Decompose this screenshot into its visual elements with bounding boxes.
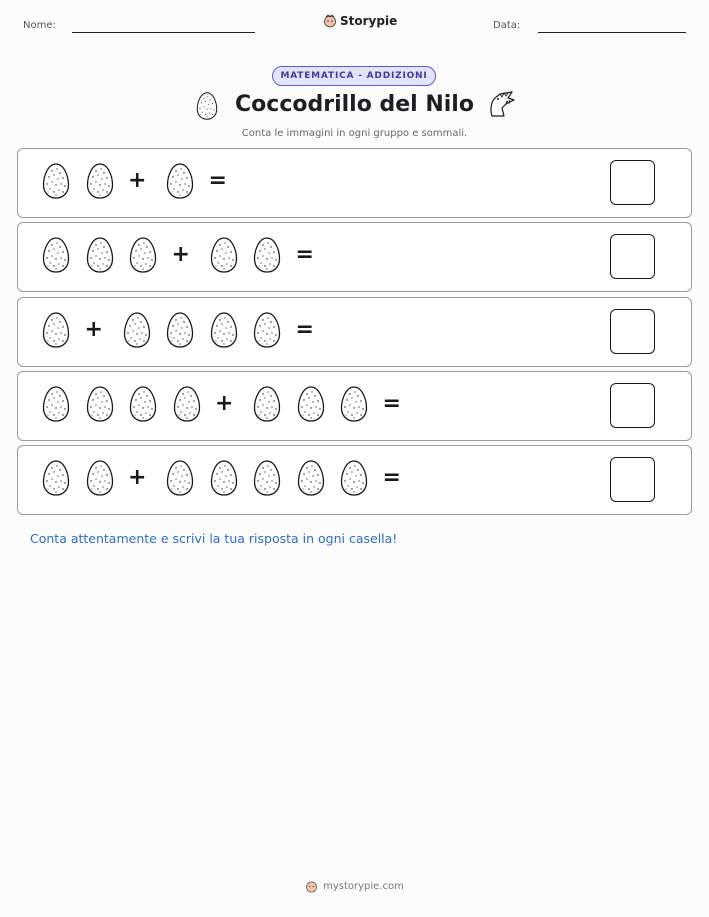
- problem-row: [17, 371, 692, 441]
- date-label: Data:: [493, 20, 521, 31]
- egg-icon: [129, 237, 157, 273]
- egg-icon: [340, 460, 368, 496]
- brand-name: Storypie: [340, 14, 398, 28]
- egg-icon: [42, 312, 70, 348]
- egg-icon: [340, 386, 368, 422]
- egg-icon: [253, 460, 281, 496]
- equals-sign: =: [208, 168, 227, 193]
- page-title: Coccodrillo del Nilo: [235, 92, 474, 117]
- plus-sign: +: [215, 390, 234, 416]
- egg-icon: [210, 237, 238, 273]
- footer: [0, 880, 709, 893]
- egg-icon: [166, 460, 194, 496]
- name-label: Nome:: [23, 20, 56, 31]
- answer-box[interactable]: [610, 234, 655, 279]
- mascot-icon: [305, 880, 318, 893]
- crocodile-icon: [488, 90, 516, 120]
- plus-sign: +: [128, 465, 147, 491]
- egg-icon: [86, 386, 114, 422]
- egg-icon: [210, 460, 238, 496]
- answer-box[interactable]: [610, 383, 655, 428]
- brand-logo: [323, 14, 397, 28]
- plus-sign: +: [171, 242, 190, 268]
- problem-row: [17, 297, 692, 367]
- equals-sign: =: [295, 242, 314, 268]
- date-field[interactable]: [538, 32, 686, 33]
- egg-icon: [166, 312, 194, 348]
- equals-sign: =: [295, 316, 314, 342]
- egg-icon: [86, 460, 114, 496]
- mascot-icon: [323, 14, 337, 28]
- equals-sign: =: [382, 465, 401, 491]
- name-field[interactable]: [72, 32, 255, 33]
- subject-badge: MATEMATICA - ADDIZIONI: [272, 66, 436, 86]
- egg-icon: [173, 386, 201, 422]
- egg-icon: [129, 386, 157, 422]
- egg-icon: [86, 237, 114, 273]
- answer-box[interactable]: [610, 160, 655, 205]
- egg-icon: [42, 460, 70, 496]
- hint-text: Conta attentamente e scrivi la tua risposta in ogni casella!: [30, 531, 398, 546]
- egg-icon: [123, 312, 151, 348]
- answer-box[interactable]: [610, 309, 655, 354]
- egg-icon: [42, 237, 70, 273]
- egg-icon: [297, 460, 325, 496]
- egg-icon: [253, 386, 281, 422]
- egg-icon: [166, 163, 194, 199]
- egg-icon: [86, 163, 114, 199]
- plus-sign: +: [84, 316, 103, 342]
- problem-row: [17, 222, 692, 292]
- egg-icon: [253, 312, 281, 348]
- footer-url[interactable]: mystorypie.com: [323, 881, 404, 892]
- instructions: Conta le immagini in ogni gruppo e sommali.: [241, 128, 468, 139]
- egg-icon: [253, 237, 281, 273]
- problem-row: [17, 445, 692, 515]
- equals-sign: =: [382, 390, 401, 416]
- egg-icon: [42, 163, 70, 199]
- egg-icon: [297, 386, 325, 422]
- plus-sign: +: [128, 168, 147, 193]
- answer-box[interactable]: [610, 457, 655, 502]
- egg-icon: [210, 312, 238, 348]
- problem-row: [17, 148, 692, 218]
- egg-icon: [42, 386, 70, 422]
